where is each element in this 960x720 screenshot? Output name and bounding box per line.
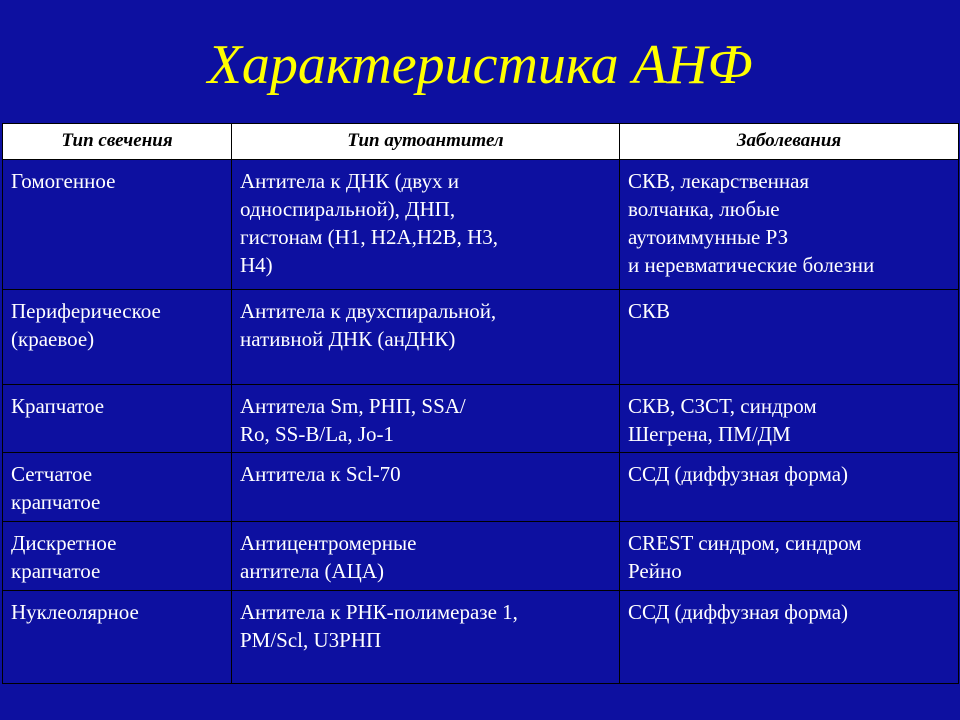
cell-line: СКВ [628, 299, 671, 323]
autoantibody-cell [232, 522, 620, 591]
cell-line: и неревматические болезни [628, 253, 875, 277]
cell-line: Антицентромерные [240, 531, 417, 555]
autoantibody-cell [232, 385, 620, 453]
disease-cell [620, 591, 959, 684]
disease-cell [620, 385, 959, 453]
cell-line: крапчатое [11, 490, 101, 514]
table-row [3, 453, 959, 522]
cell-line: Антитела к двухспиральной, [240, 299, 497, 323]
cell-line: Рейно [628, 559, 682, 583]
autoantibody-cell [232, 290, 620, 385]
cell-line: крапчатое [11, 559, 101, 583]
cell-line: CREST синдром, синдром [628, 531, 862, 555]
disease-cell [620, 522, 959, 591]
cell-line: ССД (диффузная форма) [628, 600, 849, 624]
glow-type-cell [3, 591, 232, 684]
cell-line: Сетчатое [11, 462, 93, 486]
cell-line: Ro, SS-B/La, Jo-1 [240, 422, 395, 446]
glow-type-cell [3, 522, 232, 591]
cell-line: Антитела к ДНК (двух и [240, 169, 459, 193]
cell-line: аутоиммунные РЗ [628, 225, 789, 249]
header-autoantibody-type: Тип аутоантител [232, 124, 620, 160]
glow-type-cell [3, 290, 232, 385]
cell-line: Дискретное [11, 531, 117, 555]
header-diseases: Заболевания [620, 124, 959, 160]
autoantibody-cell [232, 591, 620, 684]
table-row [3, 591, 959, 684]
cell-line: СКВ, СЗСТ, синдром [628, 394, 817, 418]
cell-line: Антитела Sm, РНП, SSA/ [240, 394, 466, 418]
cell-line: волчанка, любые [628, 197, 780, 221]
table-row [3, 160, 959, 290]
cell-line: Антитела к РНК-полимеразе 1, [240, 600, 518, 624]
cell-line: Антитела к Scl-70 [240, 462, 401, 486]
autoantibody-cell [232, 453, 620, 522]
cell-line: антитела (АЦА) [240, 559, 385, 583]
cell-line: ССД (диффузная форма) [628, 462, 849, 486]
cell-line: Периферическое [11, 299, 161, 323]
anf-characteristics-table [2, 123, 959, 684]
disease-cell [620, 290, 959, 385]
cell-line: Н4) [240, 253, 273, 277]
table-row [3, 385, 959, 453]
cell-line: Крапчатое [11, 394, 105, 418]
slide-title: Характеристика АНФ [207, 34, 753, 96]
cell-line: Гомогенное [11, 169, 116, 193]
table-header-row [3, 124, 959, 160]
table-row [3, 290, 959, 385]
header-glow-type: Тип свечения [3, 124, 232, 160]
autoantibody-cell [232, 160, 620, 290]
cell-line: гистонам (Н1, Н2А,Н2В, Н3, [240, 225, 498, 249]
disease-cell [620, 453, 959, 522]
cell-line: PM/Scl, U3РНП [240, 628, 382, 652]
disease-cell [620, 160, 959, 290]
cell-line: Шегрена, ПМ/ДМ [628, 422, 791, 446]
cell-line: нативной ДНК (анДНК) [240, 327, 456, 351]
cell-line: (краевое) [11, 327, 95, 351]
cell-line: односпиральной), ДНП, [240, 197, 456, 221]
table-row [3, 522, 959, 591]
cell-line: СКВ, лекарственная [628, 169, 810, 193]
cell-line: Нуклеолярное [11, 600, 139, 624]
glow-type-cell [3, 385, 232, 453]
glow-type-cell [3, 453, 232, 522]
glow-type-cell [3, 160, 232, 290]
